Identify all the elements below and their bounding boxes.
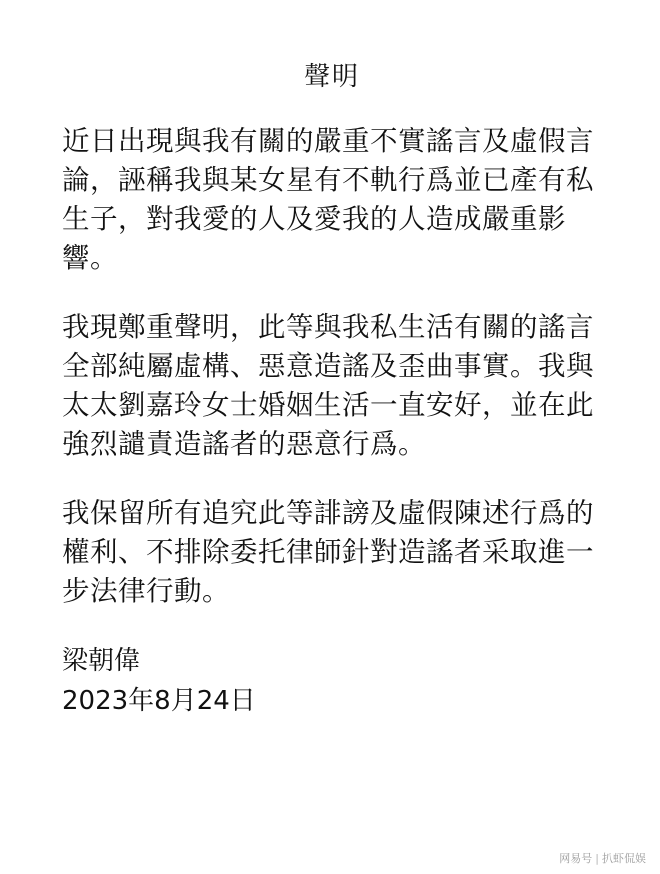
statement-title: 聲明: [303, 62, 360, 92]
paragraph-line: 全部純屬虛構、惡意造謠及歪曲事實。我與: [62, 350, 594, 382]
statement-paragraph-1: [62, 122, 602, 278]
watermark-source: 网易号: [559, 852, 593, 865]
paragraph-line: 響。: [62, 242, 118, 274]
statement-paragraph-3: [62, 494, 602, 611]
watermark: [559, 850, 646, 866]
signature-date: 2023年8月24日: [62, 686, 256, 716]
paragraph-line: 權利、不排除委托律師針對造謠者采取進一: [62, 536, 594, 568]
paragraph-line: 步法律行動。: [62, 575, 230, 607]
signature-name: 梁朝偉: [62, 646, 141, 676]
paragraph-line: 強烈譴責造謠者的惡意行爲。: [62, 428, 426, 460]
statement-paragraph-2: [62, 308, 602, 464]
paragraph-line: 我現鄭重聲明，此等與我私生活有關的謠言: [62, 311, 594, 343]
paragraph-line: 太太劉嘉玲女士婚姻生活一直安好，並在此: [62, 389, 594, 421]
paragraph-line: 我保留所有追究此等誹謗及虛假陳述行爲的: [62, 497, 594, 529]
watermark-account: 扒虾侃娱: [602, 852, 646, 865]
paragraph-line: 近日出現與我有關的嚴重不實謠言及虛假言: [62, 125, 594, 157]
signature-block: [62, 641, 602, 721]
watermark-separator: |: [595, 852, 599, 865]
paragraph-line: 論，誣稱我與某女星有不軌行爲並已產有私: [62, 164, 594, 196]
paragraph-line: 生子，對我愛的人及愛我的人造成嚴重影: [62, 203, 566, 235]
